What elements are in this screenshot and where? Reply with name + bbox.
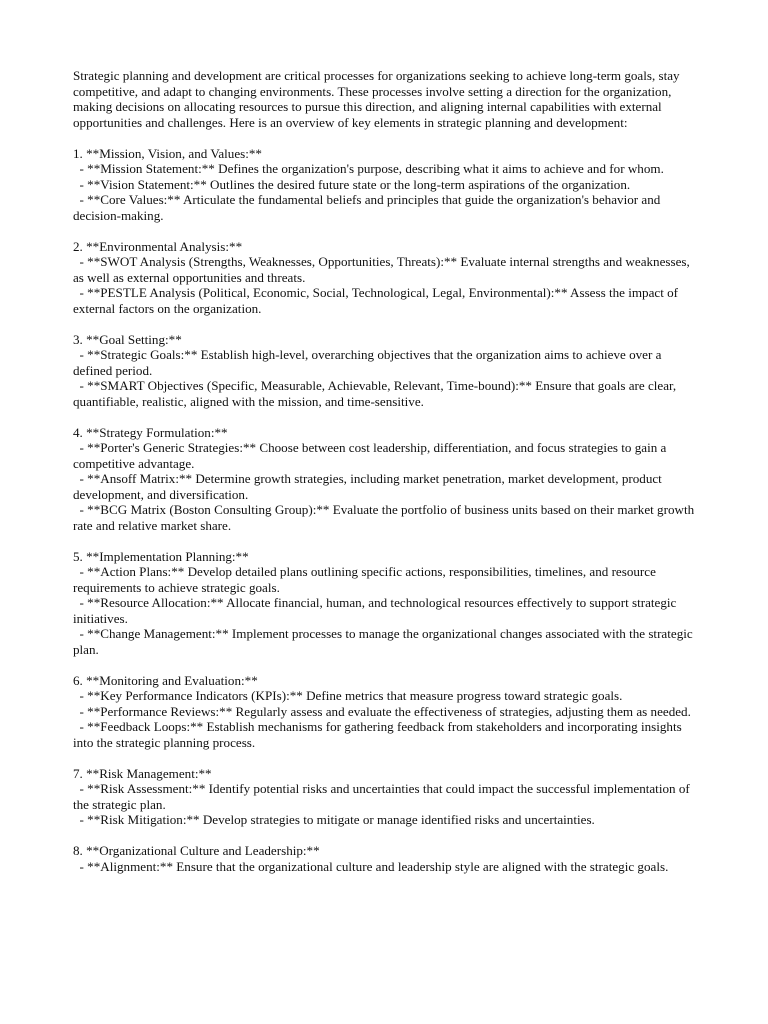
list-item: - **Change Management:** Implement processes to manage the organizational changes associated with the strategic plan. <box>73 626 693 657</box>
list-item: - **Ansoff Matrix:** Determine growth strategies, including market penetration, market development, product development, and diversification. <box>73 471 662 502</box>
section-heading: 5. **Implementation Planning:** <box>73 548 249 564</box>
list-item: - **PESTLE Analysis (Political, Economic, Social, Technological, Legal, Environmental):** Assess the impact of external factors on the organization. <box>73 285 679 316</box>
list-item: - **Resource Allocation:** Allocate financial, human, and technological resources effectively to support strategic initiatives. <box>73 595 677 626</box>
document-page <box>73 68 703 890</box>
section-heading: 3. **Goal Setting:** <box>73 331 182 347</box>
section-goal-setting <box>73 332 703 410</box>
list-item: - **Core Values:** Articulate the fundamental beliefs and principles that guide the organization's behavior and decision-making. <box>73 192 661 223</box>
list-item: - **BCG Matrix (Boston Consulting Group):** Evaluate the portfolio of business units based on their market growth rate and relative market share. <box>73 502 695 533</box>
section-environmental-analysis <box>73 239 703 317</box>
section-heading: 2. **Environmental Analysis:** <box>73 238 243 254</box>
section-heading: 6. **Monitoring and Evaluation:** <box>73 672 258 688</box>
list-item: - **Mission Statement:** Defines the organization's purpose, describing what it aims to achieve and for whom. <box>79 161 664 176</box>
section-heading: 4. **Strategy Formulation:** <box>73 424 228 440</box>
section-risk-management <box>73 766 703 828</box>
list-item: - **Feedback Loops:** Establish mechanisms for gathering feedback from stakeholders and incorporating insights into the strategic planning process. <box>73 719 682 750</box>
section-culture-leadership <box>73 843 703 874</box>
list-item: - **Action Plans:** Develop detailed plans outlining specific actions, responsibilities, timelines, and resource requirements to achieve strategic goals. <box>73 564 656 595</box>
list-item: - **Strategic Goals:** Establish high-level, overarching objectives that the organization aims to achieve over a defined period. <box>73 347 662 378</box>
list-item: - **Alignment:** Ensure that the organizational culture and leadership style are aligned with the strategic goals. <box>79 858 669 874</box>
list-item: - **Vision Statement:** Outlines the desired future state or the long-term aspirations of the organization. <box>79 176 631 192</box>
section-mission-vision-values <box>73 146 703 224</box>
section-monitoring-evaluation <box>73 673 703 751</box>
section-heading: 7. **Risk Management:** <box>73 765 212 781</box>
list-item: - **Risk Assessment:** Identify potential risks and uncertainties that could impact the successful implementation of the strategic plan. <box>73 781 690 812</box>
intro-paragraph: Strategic planning and development are critical processes for organizations seeking to achieve long-term goals, stay competitive, and adapt to changing environments. These processes involve setting a direction for the organization, making decisions on allocating resources to pursue this direction, and aligning internal capabilities with external opportunities and challenges. Here is an overview of key elements in strategic planning and development: <box>73 68 680 130</box>
list-item: - **SMART Objectives (Specific, Measurable, Achievable, Relevant, Time-bound):** Ensure that goals are clear, quantifiable, realistic, aligned with the mission, and time-sensitive. <box>73 378 677 409</box>
section-heading: 8. **Organizational Culture and Leadership:** <box>73 843 320 858</box>
section-implementation-planning <box>73 549 703 658</box>
list-item: - **Risk Mitigation:** Develop strategies to mitigate or manage identified risks and uncertainties. <box>79 812 595 827</box>
list-item: - **Performance Reviews:** Regularly assess and evaluate the effectiveness of strategies, adjusting them as needed. <box>79 703 691 719</box>
list-item: - **Porter's Generic Strategies:** Choose between cost leadership, differentiation, and focus strategies to gain a competitive advantage. <box>73 440 667 471</box>
list-item: - **Key Performance Indicators (KPIs):** Define metrics that measure progress toward strategic goals. <box>79 688 623 703</box>
list-item: - **SWOT Analysis (Strengths, Weaknesses, Opportunities, Threats):** Evaluate internal strengths and weaknesses, as well as external opportunities and threats. <box>73 254 690 285</box>
section-strategy-formulation <box>73 425 703 534</box>
section-heading: 1. **Mission, Vision, and Values:** <box>73 145 262 161</box>
